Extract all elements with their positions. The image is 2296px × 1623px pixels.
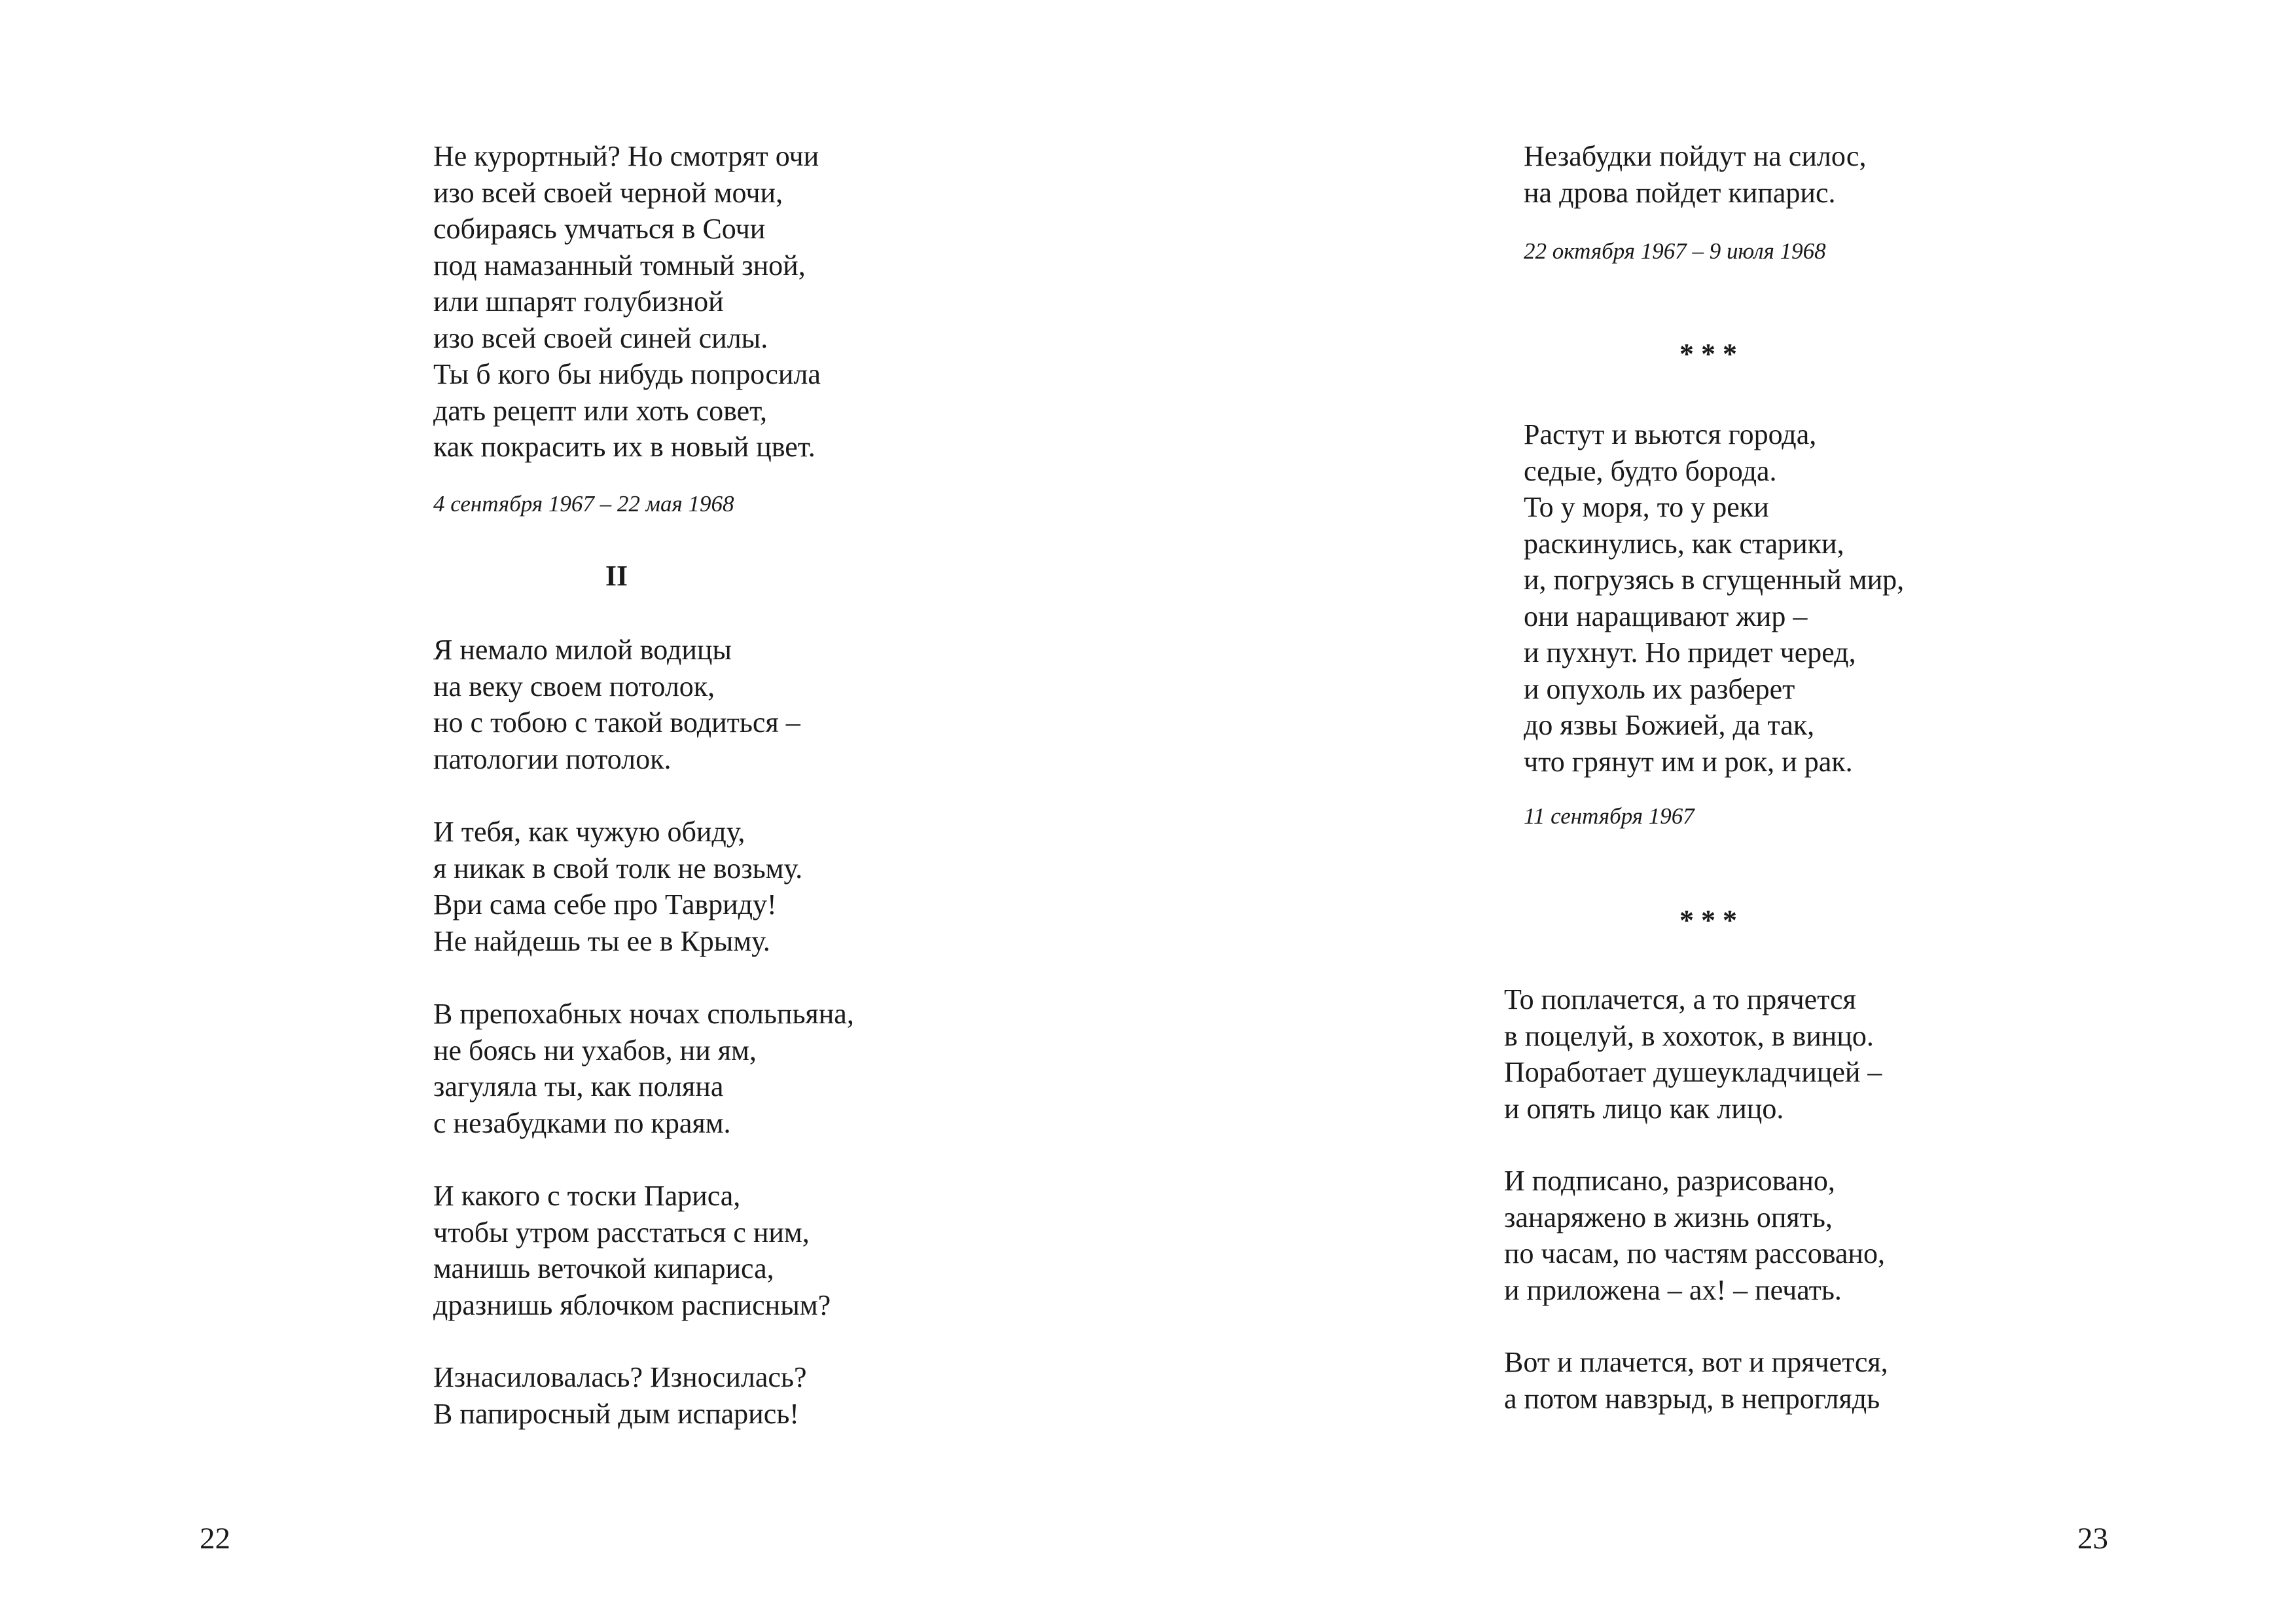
poem-line: на веку своем потолок,: [433, 670, 715, 702]
poem-line: под намазанный томный зной,: [433, 249, 806, 282]
poem-line: я никак в свой толк не возьму.: [433, 852, 803, 884]
poem-line: В препохабных ночах спольпьяна,: [433, 998, 854, 1030]
poem-line: и, погрузясь в сгущенный мир,: [1524, 564, 1905, 596]
poem-line: И тебя, как чужую обиду,: [433, 816, 745, 848]
poem-line: на дрова пойдет кипарис.: [1524, 176, 1836, 209]
poem-line: раскинулись, как старики,: [1524, 527, 1844, 560]
poem-line: не боясь ни ухабов, ни ям,: [433, 1034, 757, 1067]
poem-line: Изнасиловалась? Износилась?: [433, 1361, 807, 1393]
poem-line: Незабудки пойдут на силос,: [1524, 140, 1867, 172]
right-page: [1148, 0, 2296, 1623]
poem-line: Вот и плачется, вот и прячется,: [1504, 1346, 1888, 1378]
poem-line: собираясь умчаться в Сочи: [433, 213, 766, 245]
poem-line: седые, будто борода.: [1524, 454, 1777, 487]
poem-line: Я немало милой водицы: [433, 634, 732, 666]
poem-line: с незабудками по краям.: [433, 1106, 731, 1139]
poem-line: То поплачется, а то прячется: [1504, 983, 1856, 1015]
poem-line: загуляла ты, как поляна: [433, 1070, 724, 1103]
poem-line: Поработает душеукладчицей –: [1504, 1056, 1882, 1088]
poem-line: чтобы утром расстаться с ним,: [433, 1216, 810, 1249]
poem-date: 22 октября 1967 – 9 июля 1968: [1524, 238, 1826, 264]
poem-line: дразнишь яблочком расписным?: [433, 1288, 831, 1321]
section-separator: * * *: [1679, 338, 1737, 370]
poem-line: но с тобою с такой водиться –: [433, 706, 800, 739]
section-separator: * * *: [1679, 904, 1737, 936]
poem-line: Ты б кого бы нибудь попросила: [433, 358, 821, 390]
poem-line: дать рецепт или хоть совет,: [433, 394, 768, 427]
poem-stanza: [433, 1178, 831, 1323]
poem-line: или шпарят голубизной: [433, 285, 724, 318]
poem-stanza: [1524, 138, 1866, 211]
poem-line: патологии потолок.: [433, 742, 672, 775]
poem-line: манишь веточкой кипариса,: [433, 1252, 774, 1285]
poem-line: и приложена – ах! – печать.: [1504, 1273, 1842, 1306]
poem-line: и опять лицо как лицо.: [1504, 1092, 1784, 1125]
poem-line: они наращивают жир –: [1524, 600, 1808, 632]
poem-line: То у моря, то у реки: [1524, 491, 1769, 523]
poem-line: до язвы Божией, да так,: [1524, 709, 1815, 741]
poem-line: Ври сама себе про Тавриду!: [433, 888, 777, 921]
poem-line: И подписано, разрисовано,: [1504, 1165, 1835, 1197]
poem-line: Не найдешь ты ее в Крыму.: [433, 924, 770, 957]
poem-line: занаряжено в жизнь опять,: [1504, 1201, 1833, 1233]
page-number: 22: [200, 1522, 230, 1556]
poem-line: И какого с тоски Париса,: [433, 1180, 741, 1212]
poem-line: по часам, по частям рассовано,: [1504, 1237, 1885, 1269]
poem-stanza: [433, 1359, 806, 1432]
poem-line: как покрасить их в новый цвет.: [433, 431, 816, 463]
poem-line: и пухнут. Но придет черед,: [1524, 636, 1856, 668]
poem-line: а потом навзрыд, в непроглядь: [1504, 1382, 1880, 1415]
poem-stanza: [1504, 981, 1882, 1127]
poem-line: изо всей своей синей силы.: [433, 321, 768, 354]
poem-line: и опухоль их разберет: [1524, 672, 1795, 705]
poem-line: В папиросный дым испарись!: [433, 1397, 799, 1430]
page-number: 23: [2077, 1522, 2108, 1556]
poem-stanza: [1504, 1344, 1888, 1417]
poem-stanza: [433, 996, 854, 1141]
poem-date: 4 сентября 1967 – 22 мая 1968: [433, 491, 734, 517]
poem-stanza: [433, 632, 800, 777]
poem-line: что грянут им и рок, и рак.: [1524, 745, 1853, 778]
poem-stanza: [1524, 416, 1904, 780]
poem-line: Не курортный? Но смотрят очи: [433, 140, 819, 172]
poem-line: Растут и вьются города,: [1524, 418, 1817, 450]
poem-line: изо всей своей черной мочи,: [433, 176, 783, 209]
section-heading: II: [605, 560, 628, 592]
poem-stanza: [433, 814, 802, 959]
poem-line: в поцелуй, в хохоток, в винцо.: [1504, 1019, 1874, 1052]
poem-date: 11 сентября 1967: [1524, 803, 1695, 829]
poem-stanza: [1504, 1163, 1885, 1308]
poem-stanza: [433, 138, 821, 465]
